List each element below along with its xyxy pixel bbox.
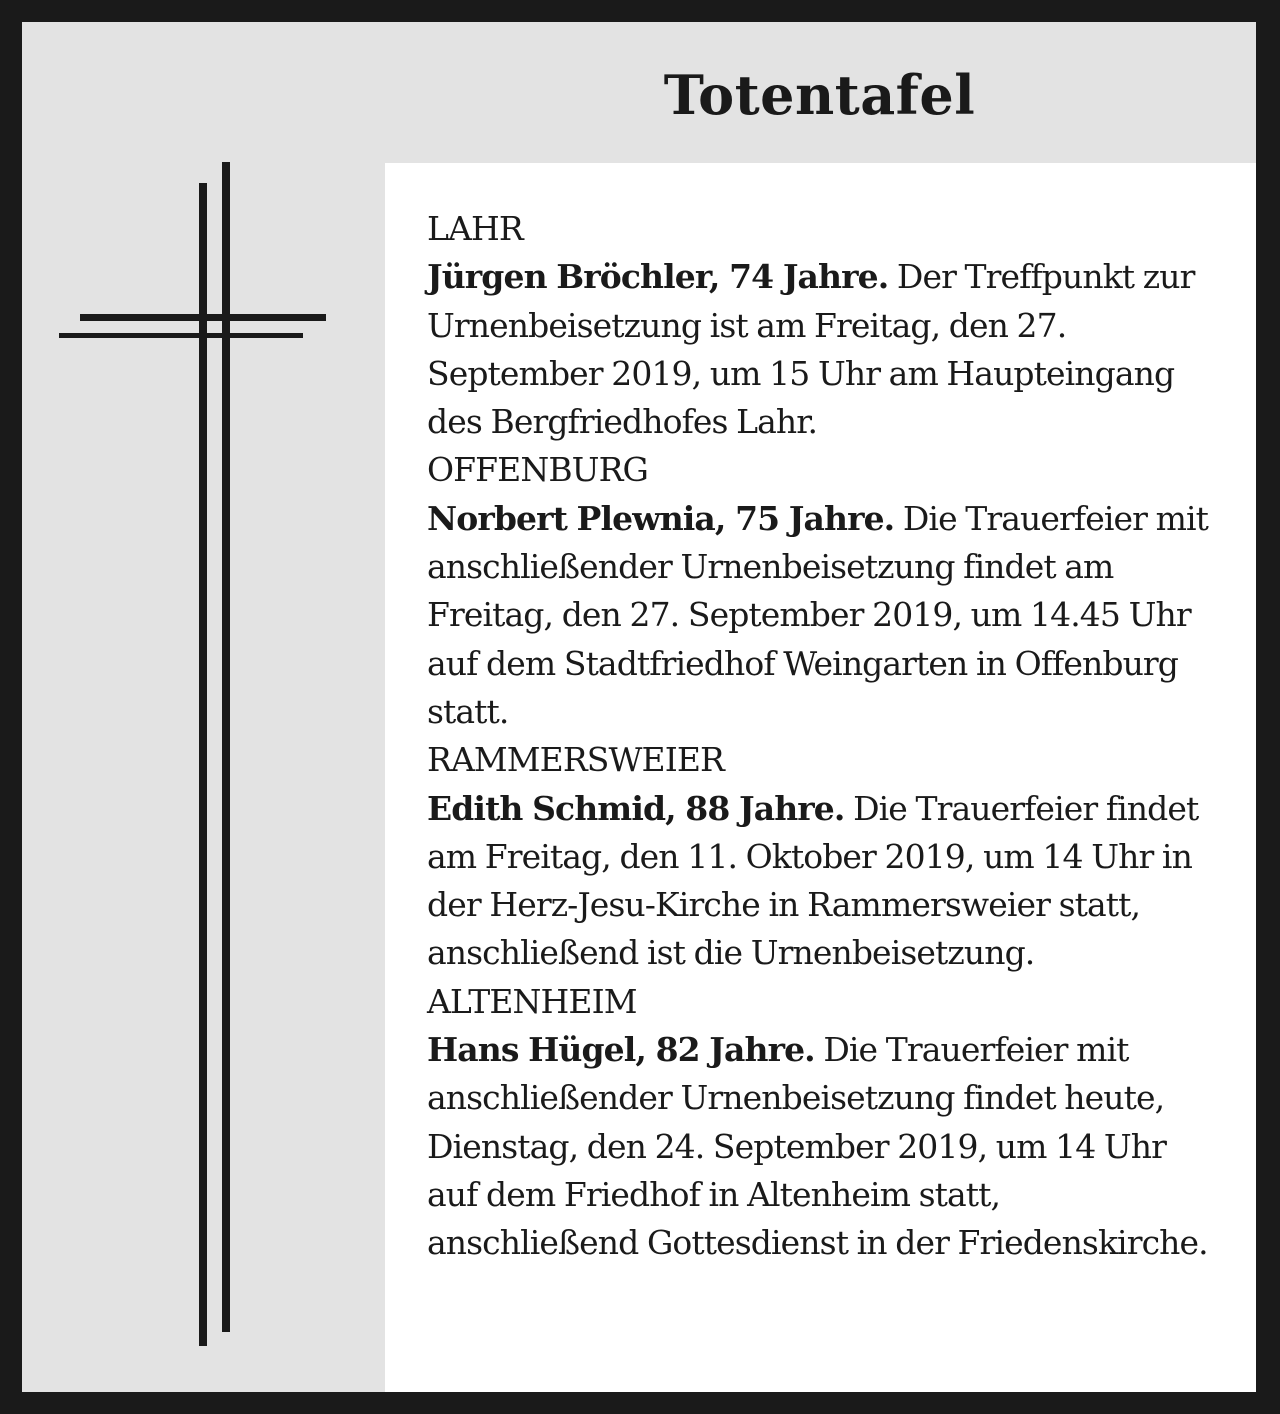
obituary-entry: [427, 978, 1217, 1268]
entry-text: Die Trauerfeier mit anschließender Urnenbeisetzung findet am Freitag, den 27. September 2019, um 14.45 Uhr auf dem Stadtfriedhof Weingarten in Offenburg statt.: [427, 498, 1209, 731]
entry-place: OFFENBURG: [427, 450, 648, 490]
entry-name: Norbert Plewnia, 75 Jahre.: [427, 498, 895, 538]
cross-horizontal-bar-lower: [59, 333, 303, 338]
entry-text: Die Trauerfeier mit anschließender Urnenbeisetzung findet heute, Dienstag, den 24. September 2019, um 14 Uhr auf dem Friedhof in Altenheim statt, anschließend Gottesdienst in der Friedenskirche.: [427, 1030, 1208, 1263]
content-box: [385, 163, 1256, 1392]
obituary-list: [427, 205, 1217, 1268]
entry-name: Edith Schmid, 88 Jahre.: [427, 788, 845, 828]
obituary-entry: [427, 205, 1217, 446]
obituary-entry: [427, 736, 1217, 977]
cross-vertical-bar-left: [199, 183, 207, 1346]
notice-panel: [22, 22, 1256, 1392]
entry-text: Der Treffpunkt zur Urnenbeisetzung ist am Freitag, den 27. September 2019, um 15 Uhr am Haupteingang des Bergfriedhofes Lahr.: [427, 257, 1195, 442]
entry-text: Die Trauerfeier findet am Freitag, den 11. Oktober 2019, um 14 Uhr in der Herz-Jesu-Kirche in Rammersweier statt, anschließend ist die Urnenbeisetzung.: [427, 788, 1199, 973]
entry-place: ALTENHEIM: [427, 981, 637, 1021]
entry-place: LAHR: [427, 209, 523, 248]
page-title: Totentafel: [663, 63, 976, 127]
cross-horizontal-bar-upper: [80, 314, 326, 321]
entry-name: Hans Hügel, 82 Jahre.: [427, 1030, 815, 1070]
obituary-entry: [427, 446, 1217, 736]
entry-place: RAMMERSWEIER: [427, 740, 724, 780]
entry-name: Jürgen Bröchler, 74 Jahre.: [427, 257, 889, 297]
